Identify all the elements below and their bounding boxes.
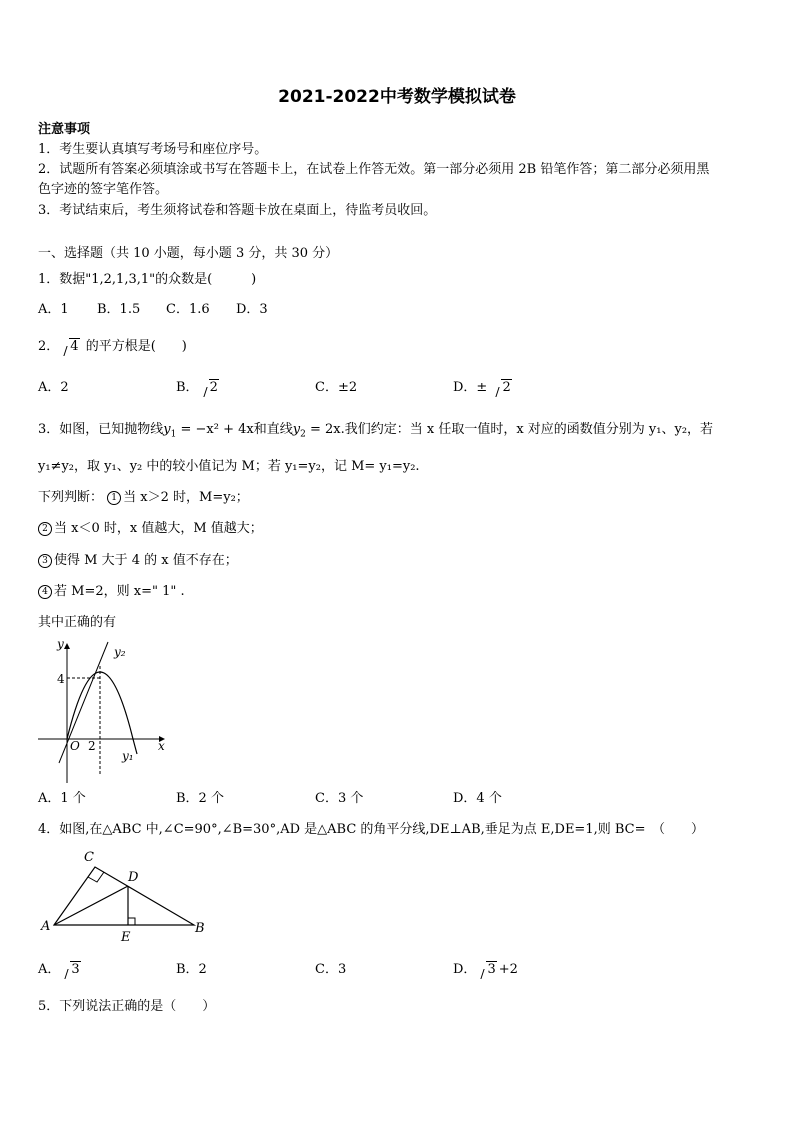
triangle-abc xyxy=(54,867,194,925)
q2-stem xyxy=(38,339,187,355)
q3-parabola-eq: = −x² + 4x xyxy=(176,422,254,437)
x-axis-label: x xyxy=(158,739,165,753)
y2-label: y₂ xyxy=(114,645,126,659)
q2-text: 的平方根是( ) xyxy=(81,339,187,354)
q3-option-b: B．2 个 xyxy=(176,791,224,806)
sqrt-symbol xyxy=(62,962,80,978)
q3-option-a: A．1 个 xyxy=(38,791,86,806)
sqrt-symbol xyxy=(493,380,511,396)
tick-label-y: 4 xyxy=(57,672,65,686)
q3-judge-2-text: 当 x＜0 时，x 值越大，M 值越大； xyxy=(54,521,263,536)
q1-option-d: D．3 xyxy=(236,302,268,317)
sqrt-symbol xyxy=(478,962,496,978)
page-title: 2021-2022中考数学模拟试卷 xyxy=(278,87,516,107)
notice-heading: 注意事项 xyxy=(38,122,91,137)
q1-stem: 1．数据"1,2,1,3,1"的众数是( ) xyxy=(38,272,257,287)
q3-text-b: 和直线 xyxy=(253,422,293,437)
origin-label: O xyxy=(70,739,80,753)
q4-option-a xyxy=(38,962,83,978)
q3-line-eq: = 2x xyxy=(305,422,341,437)
label-c: C xyxy=(84,850,94,865)
q5-stem: 5．下列说法正确的是（ ） xyxy=(38,999,216,1014)
sqrt-symbol xyxy=(61,339,79,355)
q3-graph xyxy=(36,636,171,786)
q3-option-c: C．3 个 xyxy=(315,791,364,806)
label-e: E xyxy=(121,930,131,945)
q2-option-a: A．2 xyxy=(38,380,69,395)
q3-y2-sub: 2 xyxy=(300,429,306,440)
q3-question: 其中正确的有 xyxy=(38,615,117,630)
q3-judgement-4 xyxy=(38,584,185,600)
q4-option-a-label: A． xyxy=(38,962,61,977)
circled-number: 1 xyxy=(107,491,121,505)
q3-text-c: .我们约定：当 x 任取一值时，x 对应的函数值分别为 y₁、y₂，若 xyxy=(340,422,714,437)
q3-y2: y xyxy=(292,422,301,437)
q4-option-d xyxy=(453,962,518,978)
q3-judgement-1 xyxy=(38,490,249,506)
q3-y1-sub: 1 xyxy=(170,429,177,440)
q3-judge-1-text: 当 x＞2 时，M=y₂； xyxy=(123,490,249,505)
line-y2 xyxy=(59,642,108,763)
q3-judge-intro: 下列判断： xyxy=(38,490,104,505)
section-heading: 一、选择题（共 10 小题，每小题 3 分，共 30 分） xyxy=(38,246,339,261)
q4-stem: 4．如图,在△ABC 中,∠C=90°,∠B=30°,AD 是△ABC 的角平分线,DE⊥AB,垂足为点 E,DE=1,则 BC= （ ） xyxy=(38,822,704,837)
q2-option-b-radicand: 2 xyxy=(209,380,218,395)
right-angle-mark-e xyxy=(128,918,135,925)
q2-option-b-label: B． xyxy=(176,380,199,395)
q4-option-d-radicand: 3 xyxy=(487,962,496,977)
circled-number: 3 xyxy=(38,554,52,568)
q2-radicand: 4 xyxy=(70,339,79,354)
q3-option-d: D．4 个 xyxy=(453,791,502,806)
y1-label: y₁ xyxy=(122,749,134,763)
q2-option-d-label: D．± xyxy=(453,380,492,395)
q3-judgement-2 xyxy=(38,521,263,537)
q4-option-a-radicand: 3 xyxy=(71,962,80,977)
q3-stem-line-1 xyxy=(38,422,713,443)
q4-option-d-suffix: +2 xyxy=(498,962,518,977)
q2-option-c: C．±2 xyxy=(315,380,358,395)
notice-line-2b: 色字迹的签字笔作答。 xyxy=(38,182,169,197)
q1-option-c: C．1.6 xyxy=(166,302,210,317)
sqrt-symbol xyxy=(201,380,219,396)
q2-number: 2． xyxy=(38,339,60,354)
q1-option-b: B．1.5 xyxy=(97,302,141,317)
q3-judgement-3 xyxy=(38,553,238,569)
q3-judge-3-text: 使得 M 大于 4 的 x 值不存在； xyxy=(54,553,238,568)
q3-y1: y xyxy=(163,422,171,437)
circled-number: 2 xyxy=(38,522,52,536)
circled-number: 4 xyxy=(38,585,52,599)
q2-option-b xyxy=(176,380,221,396)
q2-option-d xyxy=(453,380,514,396)
segment-ad xyxy=(54,886,128,925)
notice-line-2a: 2．试题所有答案必须填涂或书写在答题卡上，在试卷上作答无效。第一部分必须用 2B 铅笔作答；第二部分必须用黑 xyxy=(38,162,710,177)
q4-triangle-figure xyxy=(36,845,216,945)
q3-judge-4-text: 若 M=2，则 x=" 1" . xyxy=(54,584,185,599)
q4-option-d-label: D． xyxy=(453,962,477,977)
q4-option-c: C．3 xyxy=(315,962,347,977)
q1-option-a: A．1 xyxy=(38,302,69,317)
q4-option-b: B．2 xyxy=(176,962,207,977)
notice-line-3: 3．考试结束后，考生须将试卷和答题卡放在桌面上，待监考员收回。 xyxy=(38,203,437,218)
label-d: D xyxy=(128,870,139,885)
q3-stem-line-2: y₁≠y₂，取 y₁、y₂ 中的较小值记为 M；若 y₁=y₂，记 M= y₁=y₂. xyxy=(38,459,420,474)
label-a: A xyxy=(41,919,51,934)
q2-option-d-radicand: 2 xyxy=(502,380,511,395)
q3-text-a: 3．如图，已知抛物线 xyxy=(38,422,164,437)
y-axis-label: y xyxy=(57,637,64,651)
notice-line-1: 1．考生要认真填写考场号和座位序号。 xyxy=(38,142,268,157)
tick-label-x: 2 xyxy=(88,739,96,753)
label-b: B xyxy=(195,921,205,936)
